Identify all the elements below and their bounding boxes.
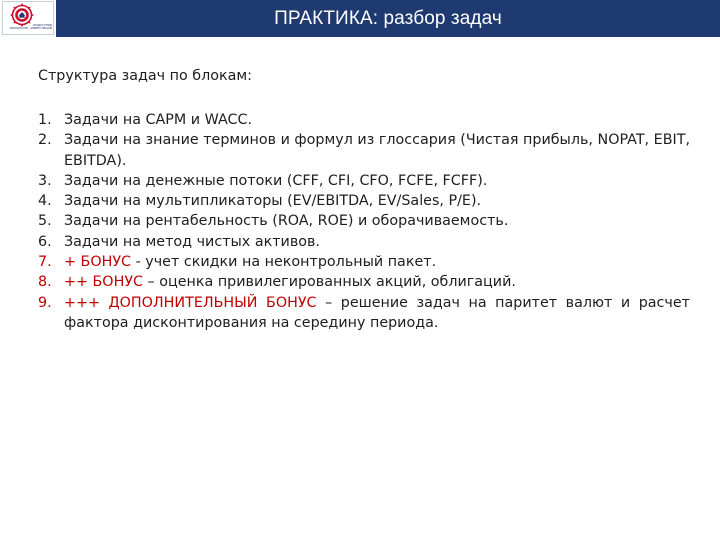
item-number: 7. <box>38 254 52 271</box>
task-list <box>38 110 690 333</box>
list-item <box>38 191 690 211</box>
list-item <box>38 272 690 292</box>
item-text: – решение задач на паритет валют и расчет фактора дисконтирования на середину периода. <box>64 294 690 331</box>
item-text: Задачи на денежные потоки (CFF, CFI, CFO, FCFE, FCFF). <box>64 172 488 189</box>
logo-line: ФИНАНСОВ · ИНВЕСТИЦИЙ <box>9 26 52 31</box>
item-text: Задачи на рентабельность (ROA, ROE) и оборачиваемость. <box>64 213 509 230</box>
bonus-label: + БОНУС <box>64 254 132 271</box>
item-text: Задачи на метод чистых активов. <box>64 233 320 250</box>
item-text: Задачи на CAPM и WACC. <box>64 112 253 128</box>
item-number: 1. <box>38 112 52 128</box>
item-text: - учет скидки на неконтрольный пакет. <box>131 254 437 271</box>
logo <box>2 1 54 35</box>
item-text: Задачи на знание терминов и формул из глоссария (Чистая прибыль, NOPAT, EBIT, EBITDA). <box>64 132 690 169</box>
list-item <box>38 293 690 334</box>
item-text: Задачи на мультипликаторы (EV/EBITDA, EV/Sales, P/E). <box>64 193 482 210</box>
bonus-label: ++ БОНУС <box>64 274 144 291</box>
section-subtitle: Структура задач по блокам: <box>38 68 252 84</box>
header <box>0 0 720 37</box>
list-item <box>38 252 690 272</box>
list-item <box>38 130 690 171</box>
bonus-label: +++ ДОПОЛНИТЕЛЬНЫЙ БОНУС <box>64 294 317 311</box>
item-text: – оценка привилегированных акций, облигаций. <box>143 274 516 291</box>
item-number: 6. <box>38 233 52 250</box>
item-number: 8. <box>38 274 52 291</box>
logo-caption <box>6 24 52 30</box>
list-item <box>38 171 690 191</box>
item-number: 4. <box>38 193 52 210</box>
list-item <box>38 110 690 130</box>
list-item <box>38 211 690 231</box>
emblem-icon <box>3 2 55 36</box>
item-number: 3. <box>38 172 52 189</box>
logo-line: ИНДУСТРИЯ <box>33 23 52 27</box>
list-item <box>38 232 690 252</box>
item-number: 5. <box>38 213 52 230</box>
item-number: 9. <box>38 294 52 311</box>
page-title: ПРАКТИКА: разбор задач <box>274 7 502 29</box>
item-number: 2. <box>38 132 52 149</box>
